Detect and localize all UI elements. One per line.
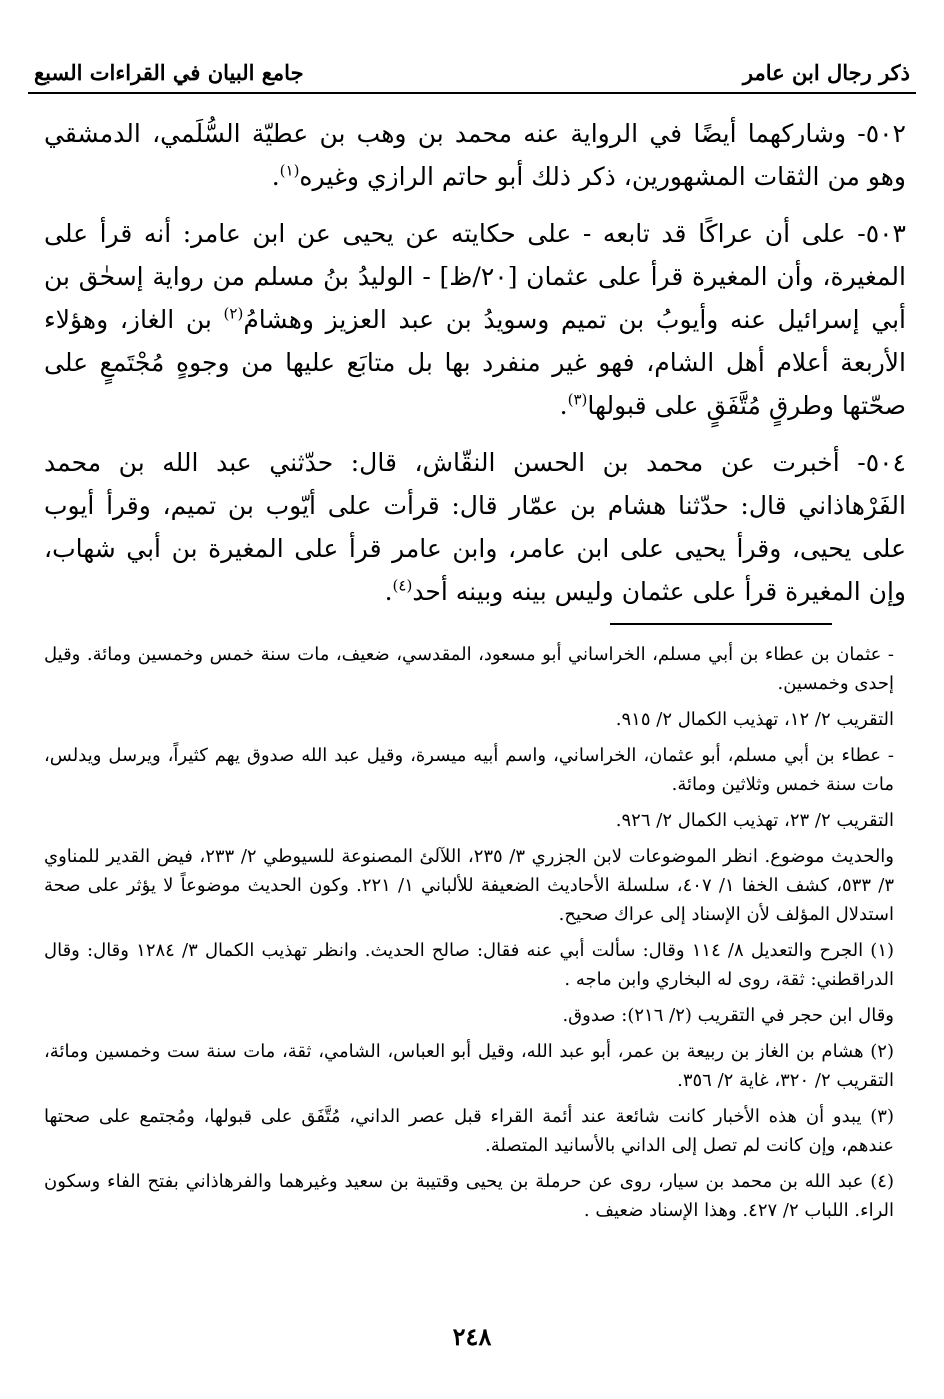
book-title: جامع البيان في القراءات السبع: [34, 60, 304, 85]
footnote-entry: والحديث موضوع. انظر الموضوعات لابن الجزري ٣/ ٢٣٥، اللآلئ المصنوعة للسيوطي ٢/ ٢٣٣، فيض القدير للمناوي ٣/ ٥٣٣، كشف الخفا ١/ ٤٠٧، سلسلة الأحاديث الضعيفة للألباني ١/ ٢٢١. وكون الحديث موضوعاً لا يؤثر على صحة استدلال المؤلف لأن الإسناد إلى عراك صحيح.: [44, 846, 895, 925]
footnote-3: (٣) يبدو أن هذه الأخبار كانت شائعة عند أئمة القراء قبل عصر الداني، مُتَّفَق على قبولها، ومُجتمع على صحتها عندهم، وإن كانت لم تصل إلى الداني بالأسانيد المتصلة.: [44, 1106, 894, 1156]
footnotes: [44, 640, 894, 1232]
footnote-1: (١) الجرح والتعديل ٨/ ١١٤ وقال: سألت أبي عنه فقال: صالح الحديث. وانظر تهذيب الكمال ٣/ ١٢٨٤ وقال: وقال الدراقطني: ثقة، روى له البخاري وابن ماجه .: [44, 940, 895, 990]
paragraph-504-text: ٥٠٤- أخبرت عن محمد بن الحسن النقّاش، قال: حدّثني عبد الله بن محمد الفَرْهاذاني قال: حدّثنا هشام بن عمّار قال: قرأت على أيّوب بن تميم، وقرأ أيوب على يحيى، وقرأ يحيى على ابن عامر، وابن عامر قرأ على المغيرة بن أبي شهاب، وإن المغيرة قرأ على عثمان وليس بينه وبينه أحد: [44, 448, 906, 606]
footnote-4: (٤) عبد الله بن محمد بن سيار، روى عن حرملة بن يحيى وقتيبة بن سعيد وغيرهما والفرهاذاني بفتح الفاء وسكون الراء. اللباب ٢/ ٤٢٧. وهذا الإسناد ضعيف .: [44, 1171, 894, 1221]
paragraph-504: ٥٠٤- أخبرت عن محمد بن الحسن النقّاش، قال: حدّثني عبد الله بن محمد الفَرْهاذاني قال: حدّثنا هشام بن عمّار قال: قرأت على أيّوب بن تميم، وقرأ أيوب على يحيى، وقرأ يحيى على ابن عامر، وابن عامر قرأ على المغيرة بن أبي شهاب، وإن المغيرة قرأ على عثمان وليس بينه وبينه أحد$^{(٤)}$.: [44, 448, 906, 606]
footnote-entry: - عثمان بن عطاء بن أبي مسلم، الخراساني أبو مسعود، المقدسي، ضعيف، مات سنة خمس وخمسين ومائة. وقيل إحدى وخمسين.: [44, 644, 894, 694]
footnote-entry: التقريب ٢/ ٢٣، تهذيب الكمال ٢/ ٩٢٦.: [615, 810, 894, 831]
main-text: [44, 112, 906, 627]
footnote-1-cont: وقال ابن حجر في التقريب (٢/ ٢١٦): صدوق.: [562, 1005, 894, 1026]
paragraph-503-text-a: ٥٠٣- على أن عراكًا قد تابعه - على حكايته عن يحيى عن ابن عامر: أنه قرأ على المغيرة، وأن المغيرة قرأ على عثمان [٢٠/ظ] - الوليدُ بنُ مسلم من رواية إسحٰق بن أبي إسرائيل عنه وأيوبُ بن تميم وسويدُ بن عبد العزيز وهشامُ: [44, 219, 907, 334]
paragraph-503: ٥٠٣- على أن عراكًا قد تابعه - على حكايته عن يحيى عن ابن عامر: أنه قرأ على المغيرة، وأن المغيرة قرأ على عثمان [٢٠/ظ] - الوليدُ بنُ مسلم من رواية إسحٰق بن أبي إسرائيل عنه وأيوبُ بن تميم وسويدُ بن عبد العزيز وهشامُ$^{(٢)}$ بن الغاز، وهؤلاء الأربعة أعلام أهل الشام، فهو غير منفرد بها بل متابَع عليها من وجوهٍ مُجْتَمعٍ على صحّتها وطرقٍ مُتَّفَقٍ على قبولها$^{(٣)}$.: [44, 219, 907, 420]
chapter-title: ذكر رجال ابن عامر: [742, 60, 910, 85]
footnote-entry: - عطاء بن أبي مسلم، أبو عثمان، الخراساني، واسم أبيه ميسرة، وقيل عبد الله صدوق يهم كثيراً، ويرسل ويدلس، مات سنة خمس وثلاثين ومائة.: [44, 745, 894, 795]
paragraph-503-text-b: بن الغاز، وهؤلاء الأربعة أعلام أهل الشام، فهو غير منفرد بها بل متابَع عليها من وجوهٍ مُجْتَمعٍ على صحّتها وطرقٍ مُتَّفَقٍ على قبولها: [44, 305, 906, 420]
footnote-ref-3: (٣): [567, 390, 588, 409]
footnote-ref-1: (١): [279, 161, 300, 180]
footnote-entry: التقريب ٢/ ١٢، تهذيب الكمال ٢/ ٩١٥.: [615, 709, 894, 730]
running-header: [28, 52, 916, 94]
paragraph-502: ٥٠٢- وشاركهما أيضًا في الرواية عنه محمد بن وهب بن عطيّة السُّلَمي، الدمشقي وهو من الثقات المشهورين، ذكر ذلك أبو حاتم الرازي وغيره$^{(١)}$.: [44, 119, 906, 191]
footnote-separator: [610, 623, 832, 625]
footnote-ref-4: (٤): [392, 576, 413, 595]
footnote-ref-2: (٢): [223, 304, 244, 323]
page-number: ٢٤٨: [452, 1322, 492, 1351]
footnote-2: (٢) هشام بن الغاز بن ربيعة بن عمر، أبو عبد الله، وقيل أبو العباس، الشامي، ثقة، مات سنة ست وخمسين ومائة، التقريب ٢/ ٣٢٠، غاية ٢/ ٣٥٦.: [44, 1041, 894, 1091]
paragraph-502-text: ٥٠٢- وشاركهما أيضًا في الرواية عنه محمد بن وهب بن عطيّة السُّلَمي، الدمشقي وهو من الثقات المشهورين، ذكر ذلك أبو حاتم الرازي وغيره: [44, 119, 906, 191]
